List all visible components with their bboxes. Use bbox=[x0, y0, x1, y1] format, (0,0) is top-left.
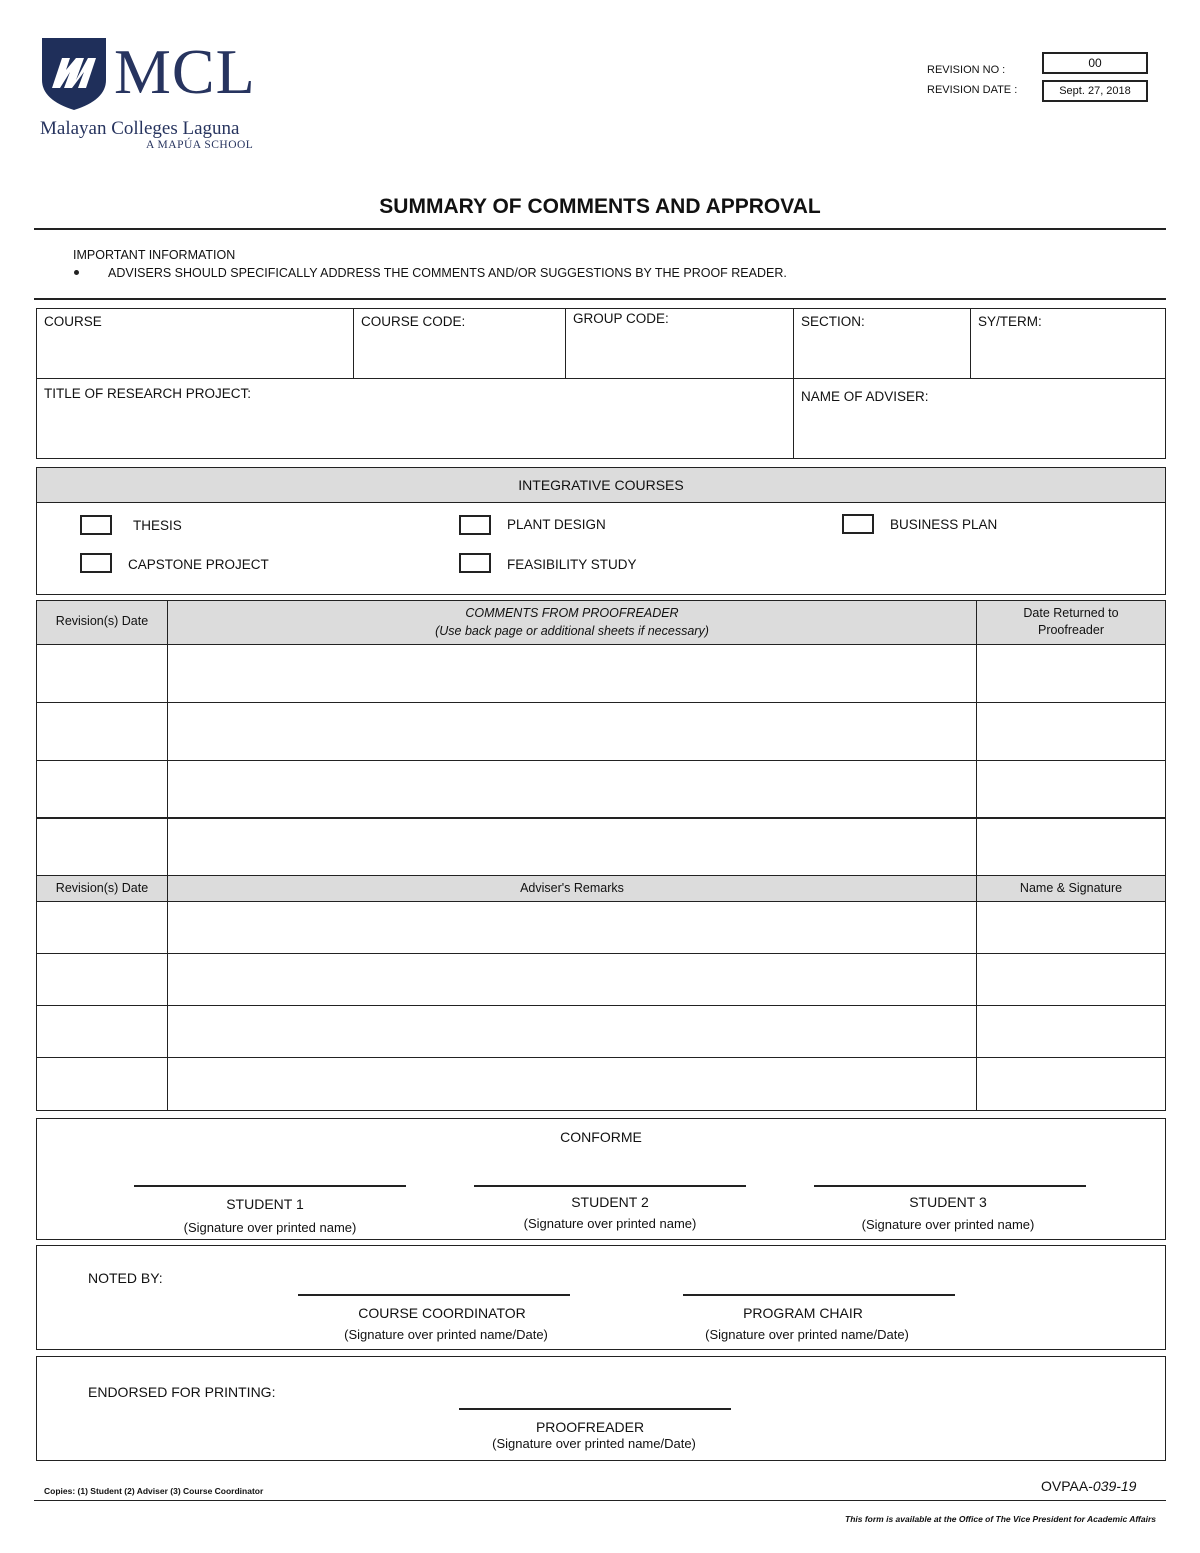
table-row-divider bbox=[36, 953, 1166, 954]
endorsed-label: ENDORSED FOR PRINTING: bbox=[88, 1384, 276, 1400]
form-code-prefix: OVPAA- bbox=[1041, 1478, 1093, 1494]
table-col-divider bbox=[167, 600, 168, 1111]
mcl-shield-icon bbox=[40, 36, 108, 112]
title-divider bbox=[34, 228, 1166, 230]
feasibility-study-checkbox[interactable] bbox=[459, 553, 491, 573]
coordinator-caption: (Signature over printed name/Date) bbox=[344, 1327, 548, 1342]
info-heading: IMPORTANT INFORMATION bbox=[73, 248, 236, 262]
table-row-divider bbox=[36, 901, 1166, 902]
footer-divider bbox=[34, 1500, 1166, 1501]
info-bullet-icon bbox=[74, 270, 79, 275]
adviser-name-field[interactable]: NAME OF ADVISER: bbox=[801, 389, 929, 404]
logo bbox=[40, 36, 260, 156]
fields-grid bbox=[36, 308, 1166, 459]
remarks-col-adviser-remarks: Adviser's Remarks bbox=[520, 881, 624, 895]
student2-caption: (Signature over printed name) bbox=[523, 1216, 697, 1231]
course-code-field[interactable]: COURSE CODE: bbox=[361, 314, 466, 329]
coordinator-label: COURSE COORDINATOR bbox=[358, 1305, 526, 1321]
proofreader-label: PROOFREADER bbox=[535, 1419, 645, 1435]
school-name: Malayan Colleges Laguna bbox=[40, 118, 240, 139]
page-title: SUMMARY OF COMMENTS AND APPROVAL bbox=[379, 195, 821, 218]
group-code-field[interactable]: GROUP CODE: bbox=[573, 311, 669, 326]
remarks-col-name-signature: Name & Signature bbox=[1019, 881, 1123, 895]
student3-caption: (Signature over printed name) bbox=[861, 1217, 1035, 1232]
revision-no-value: 00 bbox=[1088, 56, 1102, 70]
student3-signature-line[interactable] bbox=[814, 1185, 1086, 1187]
plant-design-label: PLANT DESIGN bbox=[507, 517, 606, 532]
integrative-header bbox=[37, 468, 1165, 503]
fields-col-divider bbox=[565, 308, 566, 379]
coordinator-signature-line[interactable] bbox=[298, 1294, 570, 1296]
info-divider bbox=[34, 298, 1166, 300]
feasibility-study-label: FEASIBILITY STUDY bbox=[507, 557, 637, 572]
chair-caption: (Signature over printed name/Date) bbox=[705, 1327, 909, 1342]
remarks-col-revision-date: Revision(s) Date bbox=[55, 881, 149, 895]
fields-row-divider bbox=[36, 378, 1166, 379]
capstone-project-label: CAPSTONE PROJECT bbox=[128, 557, 269, 572]
logo-text: MCL bbox=[114, 36, 256, 107]
fields-col-divider bbox=[793, 308, 794, 459]
sy-term-field[interactable]: SY/TERM: bbox=[978, 314, 1042, 329]
fields-col-divider bbox=[353, 308, 354, 379]
form-code bbox=[1041, 1478, 1136, 1494]
fields-col-divider bbox=[970, 308, 971, 379]
form-code-suffix: 039-19 bbox=[1092, 1478, 1137, 1494]
copies-note: Copies: (1) Student (2) Adviser (3) Course Coordinator bbox=[44, 1486, 264, 1496]
revision-date-box bbox=[1042, 80, 1148, 102]
conforme-heading: CONFORME bbox=[560, 1129, 642, 1145]
noted-by-label: NOTED BY: bbox=[88, 1270, 163, 1286]
table-row-divider bbox=[36, 817, 1166, 819]
comments-col-comments-title: COMMENTS FROM PROOFREADER bbox=[465, 606, 679, 620]
comments-col-revision-date: Revision(s) Date bbox=[55, 614, 149, 628]
revision-date-value: Sept. 27, 2018 bbox=[1059, 85, 1131, 97]
section-field[interactable]: SECTION: bbox=[801, 314, 865, 329]
research-title-field[interactable]: TITLE OF RESEARCH PROJECT: bbox=[44, 386, 252, 401]
student2-signature-line[interactable] bbox=[474, 1185, 746, 1187]
capstone-project-checkbox[interactable] bbox=[80, 553, 112, 573]
table-row-divider bbox=[36, 1005, 1166, 1006]
table-row-divider bbox=[36, 644, 1166, 645]
school-subtitle: A MAPÚA SCHOOL bbox=[146, 139, 254, 151]
student2-label: STUDENT 2 bbox=[571, 1194, 649, 1210]
student3-label: STUDENT 3 bbox=[909, 1194, 987, 1210]
business-plan-label: BUSINESS PLAN bbox=[890, 517, 998, 532]
student1-signature-line[interactable] bbox=[134, 1185, 406, 1187]
table-row-divider bbox=[36, 875, 1166, 876]
chair-signature-line[interactable] bbox=[683, 1294, 955, 1296]
comments-table bbox=[36, 600, 1166, 1111]
noted-panel bbox=[36, 1245, 1166, 1350]
table-col-divider bbox=[976, 600, 977, 1111]
thesis-label: THESIS bbox=[133, 518, 182, 533]
table-row-divider bbox=[36, 702, 1166, 703]
info-bullet-text: ADVISERS SHOULD SPECIFICALLY ADDRESS THE COMMENTS AND/OR SUGGESTIONS BY THE PROOF READER. bbox=[108, 266, 787, 280]
integrative-heading: INTEGRATIVE COURSES bbox=[518, 477, 684, 493]
student1-caption: (Signature over printed name) bbox=[183, 1220, 357, 1235]
course-field[interactable]: COURSE bbox=[44, 314, 102, 329]
comments-col-comments-note: (Use back page or additional sheets if necessary) bbox=[435, 624, 709, 638]
proofreader-caption: (Signature over printed name/Date) bbox=[492, 1436, 696, 1451]
student1-label: STUDENT 1 bbox=[226, 1196, 304, 1212]
revision-no-box bbox=[1042, 52, 1148, 74]
table-row-divider bbox=[36, 1057, 1166, 1058]
comments-col-date-returned-2: Proofreader bbox=[1037, 623, 1104, 637]
plant-design-checkbox[interactable] bbox=[459, 515, 491, 535]
chair-label: PROGRAM CHAIR bbox=[743, 1305, 863, 1321]
business-plan-checkbox[interactable] bbox=[842, 514, 874, 534]
availability-note: This form is available at the Office of The Vice President for Academic Affairs bbox=[845, 1514, 1156, 1524]
revision-no-label: REVISION NO : bbox=[927, 64, 1006, 76]
table-row-divider bbox=[36, 760, 1166, 761]
revision-date-label: REVISION DATE : bbox=[927, 84, 1018, 96]
comments-col-date-returned-1: Date Returned to bbox=[1023, 606, 1119, 620]
thesis-checkbox[interactable] bbox=[80, 515, 112, 535]
proofreader-signature-line[interactable] bbox=[459, 1408, 731, 1410]
